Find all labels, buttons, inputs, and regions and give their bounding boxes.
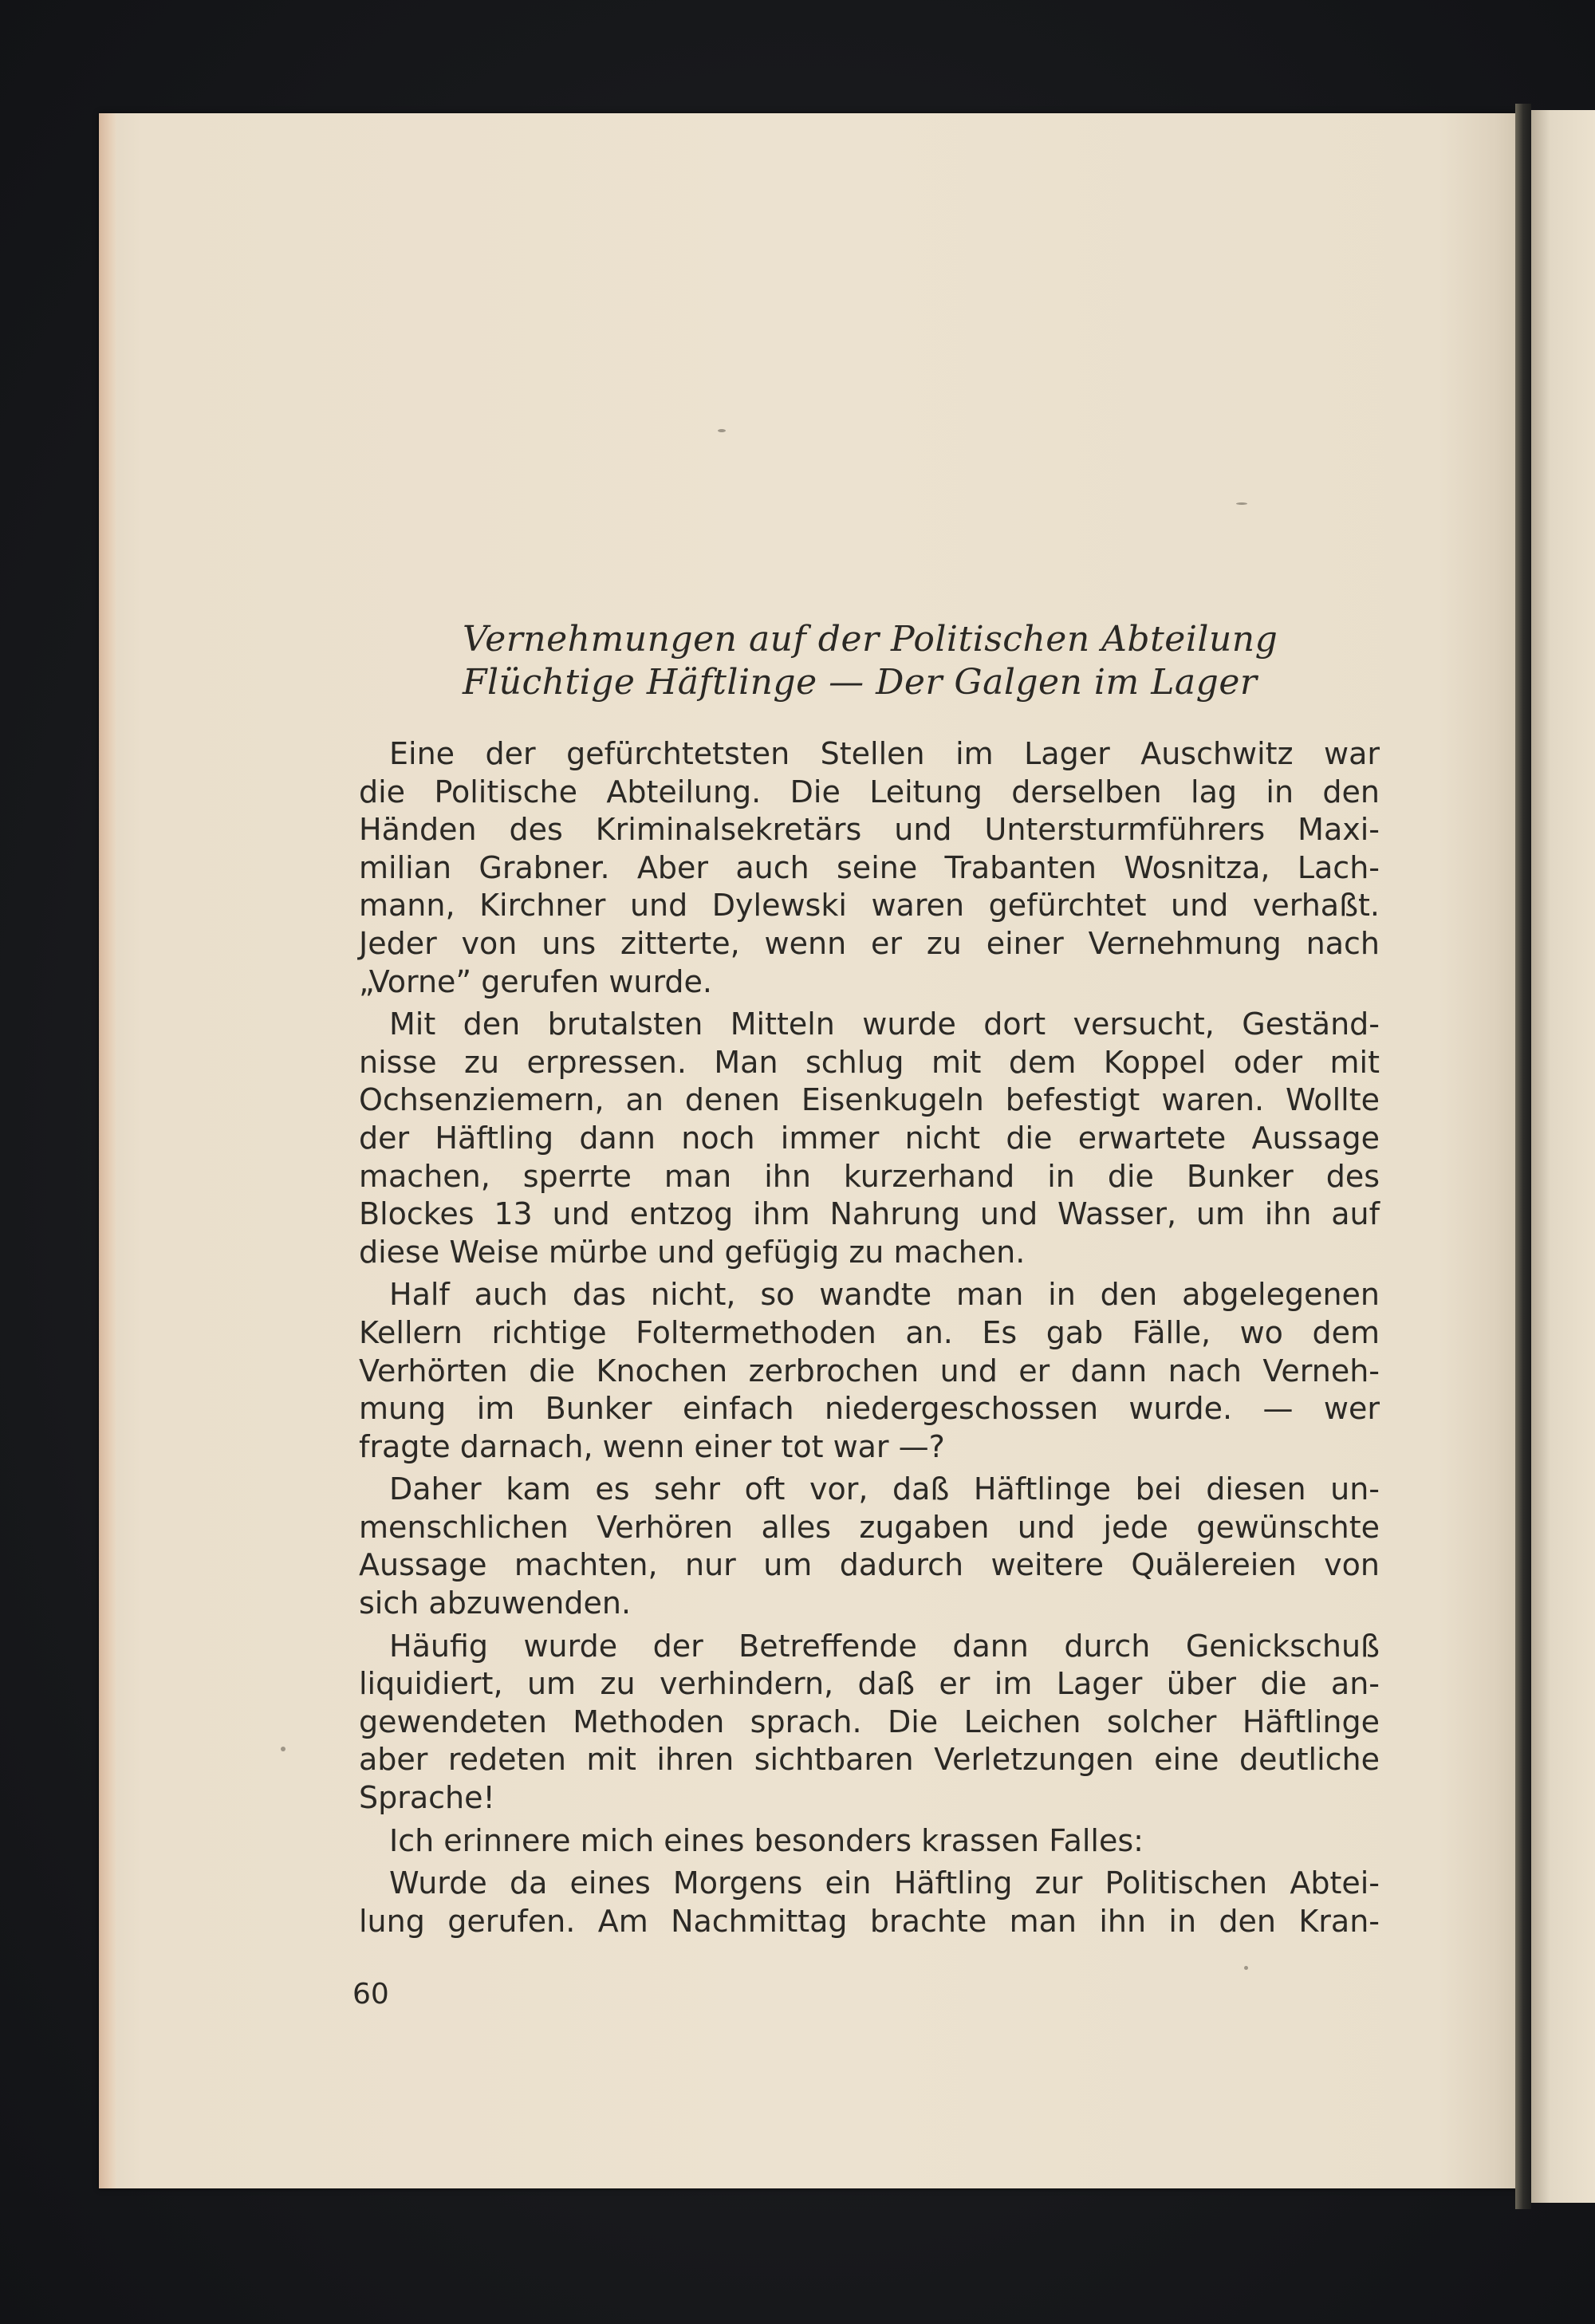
text-line: „Vorne” gerufen wurde. xyxy=(359,963,713,999)
paper-speck xyxy=(1236,502,1247,505)
paragraph-2 xyxy=(359,1006,1380,1271)
text-line: Aussage machten, nur um dadurch weitere Quälereien von xyxy=(359,1547,1380,1583)
text-line: liquidiert, um zu verhindern, daß er im Lager über die an- xyxy=(359,1666,1380,1702)
text-line: Verhörten die Knochen zerbrochen und er dann nach Verneh- xyxy=(359,1353,1380,1388)
paragraph-4 xyxy=(359,1471,1380,1622)
text-line: Mit den brutalsten Mitteln wurde dort versucht, Geständ- xyxy=(389,1006,1380,1042)
text-line: menschlichen Verhören alles zugaben und jede gewünschte xyxy=(359,1509,1380,1545)
page-edge xyxy=(99,113,116,2188)
text-line: Ich erinnere mich eines besonders krassen Falles: xyxy=(389,1822,1144,1858)
paragraph-3 xyxy=(359,1276,1380,1466)
text-line: Ochsenziemern, an denen Eisenkugeln befestigt waren. Wollte xyxy=(359,1082,1380,1118)
text-line: Half auch das nicht, so wandte man in den abgelegenen xyxy=(389,1277,1380,1313)
paragraph-6 xyxy=(359,1822,1380,1861)
text-line: nisse zu erpressen. Man schlug mit dem Koppel oder mit xyxy=(359,1044,1380,1080)
paragraph-7 xyxy=(359,1865,1380,1940)
text-line: aber redeten mit ihren sichtbaren Verletzungen eine deutliche xyxy=(359,1742,1380,1778)
text-line: Häufig wurde der Betreffende dann durch Genickschuß xyxy=(389,1628,1380,1664)
paper-speck xyxy=(281,1747,286,1751)
body-text xyxy=(359,735,1380,1945)
text-line: diese Weise mürbe und gefügig zu machen. xyxy=(359,1234,1026,1270)
next-page-edge xyxy=(1531,110,1595,2203)
text-line: sich abzuwenden. xyxy=(359,1585,632,1621)
text-line: Sprache! xyxy=(359,1780,495,1816)
text-line: Jeder von uns zitterte, wenn er zu einer Vernehmung nach xyxy=(359,925,1380,961)
text-line: die Politische Abteilung. Die Leitung derselben lag in den xyxy=(359,774,1380,809)
paper-speck xyxy=(1244,1966,1248,1970)
text-line: fragte darnach, wenn einer tot war —? xyxy=(359,1428,945,1464)
section-heading-line-1: Vernehmungen auf der Politischen Abteilung xyxy=(463,619,1278,660)
text-line: Kellern richtige Foltermethoden an. Es gab Fälle, wo dem xyxy=(359,1314,1380,1350)
text-line: machen, sperrte man ihn kurzerhand in die Bunker des xyxy=(359,1158,1380,1194)
text-line: Wurde da eines Morgens ein Häftling zur Politischen Abtei- xyxy=(389,1865,1380,1901)
text-line: Daher kam es sehr oft vor, daß Häftlinge bei diesen un- xyxy=(389,1471,1380,1507)
text-line: Eine der gefürchtetsten Stellen im Lager Auschwitz war xyxy=(389,736,1380,771)
paper-speck xyxy=(718,429,726,432)
book-gutter xyxy=(1515,104,1531,2209)
text-line: lung gerufen. Am Nachmittag brachte man ihn in den Kran- xyxy=(359,1903,1380,1939)
section-heading-line-2: Flüchtige Häftlinge — Der Galgen im Lager xyxy=(463,662,1258,703)
text-line: mann, Kirchner und Dylewski waren gefürchtet und verhaßt. xyxy=(359,888,1380,924)
paragraph-1 xyxy=(359,735,1380,1001)
text-line: Händen des Kriminalsekretärs und Untersturmführers Maxi- xyxy=(359,812,1380,848)
text-line: gewendeten Methoden sprach. Die Leichen solcher Häftlinge xyxy=(359,1704,1380,1739)
text-line: der Häftling dann noch immer nicht die erwartete Aussage xyxy=(359,1120,1380,1156)
text-line: mung im Bunker einfach niedergeschossen wurde. — wer xyxy=(359,1391,1380,1427)
page-number: 60 xyxy=(352,1978,389,2011)
paragraph-5 xyxy=(359,1628,1380,1818)
text-line: Blockes 13 und entzog ihm Nahrung und Wasser, um ihn auf xyxy=(359,1196,1380,1232)
text-line: milian Grabner. Aber auch seine Trabanten Wosnitza, Lach- xyxy=(359,849,1380,885)
